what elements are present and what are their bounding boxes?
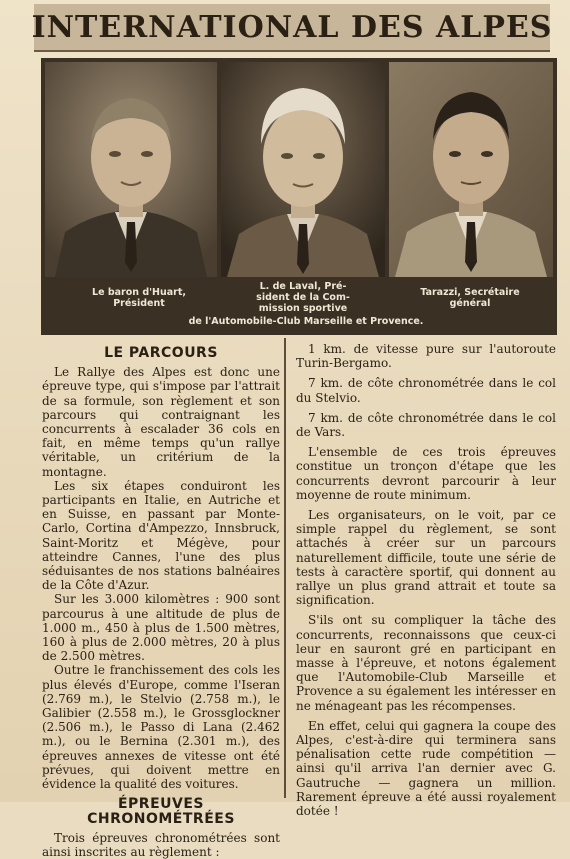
- paragraph: En effet, celui qui gagnera la coupe des Alpes, c'est-à-dire qui terminera sans pénalisation cette rude compétition — ainsi qu'il arriva l'an dernier avec G. Gautruche — gagnera un million. Rarement épreuve a été aussi royalement dotée !: [296, 718, 556, 819]
- heading-epreuves-chronometrees: ÉPREUVES CHRONOMÉTRÉES: [87, 796, 235, 827]
- caption-tarazzi: Tarazzi, Secrétaire général: [420, 287, 520, 309]
- portrait-panel: [41, 58, 557, 335]
- paragraph: 7 km. de côte chronométrée dans le col du Stelvio.: [296, 376, 556, 405]
- paragraph: S'ils ont su compliquer la tâche des concurrents, reconnaissons que ceux-ci leur en sauront gré en participant en masse à l'épreuve, et notons également que l'Automobile-Club Marseille et Provence a su également les intéresser en ne ménageant pas les récompenses.: [296, 613, 556, 713]
- caption-huart: Le baron d'Huart, Président: [92, 287, 186, 309]
- paragraph: Les six étapes conduiront les participants en Italie, en Autriche et en Suisse, en passant par Monte-Carlo, Cortina d'Ampezzo, Innsbruck, Saint-Moritz et Mégève, pour atteindre Cannes, l'une des plus séduisantes de nos stations balnéaires de la Côte d'Azur.: [42, 478, 280, 593]
- paragraph: Le Rallye des Alpes est donc une épreuve type, qui s'impose par l'attrait de sa formule, son règlement et son parcours qui contraignant les concurrents à escalader 36 cols en fait, en même temps qu'un rallye véritable, un critérium de la montagne.: [42, 365, 280, 479]
- portrait-huart: [45, 62, 217, 277]
- headline: INTERNATIONAL DES ALPES: [31, 9, 553, 45]
- paragraph: Les organisateurs, on le voit, par ce simple rappel du règlement, se sont attachés à créer sur un parcours naturellement difficile, toute une série de tests à caractère sportif, qui donnent au rallye un plus grand attrait et toute sa signification.: [296, 508, 556, 608]
- paragraph: Sur les 3.000 kilomètres : 900 sont parcourus à une altitude de plus de 1.000 m., 450 à plus de 1.500 mètres, 160 à plus de 2.000 mètres, 20 à plus de 2.500 mètres.: [42, 592, 280, 664]
- portrait-laval: [221, 62, 385, 277]
- paragraph: L'ensemble de ces trois épreuves constitue un tronçon d'étape que les concurrents devront parcourir à leur moyenne de route minimum.: [296, 445, 556, 502]
- paragraph: Outre le franchissement des cols les plus élevés d'Europe, comme l'Iseran (2.769 m.), le Stelvio (2.758 m.), le Galibier (2.558 m.), le Grossglockner (2.506 m.), le Passo di Lana (2.462 m.), ou le Bernina (2.301 m.), des épreuves annexes de vitesse ont été prévues, qui doivent mettre en évidence la qualité des voitures.: [42, 663, 280, 792]
- caption-club: de l'Automobile-Club Marseille et Provence.: [188, 316, 424, 327]
- caption-laval: L. de Laval, Pré- sident de la Com- mission sportive: [256, 281, 350, 314]
- headline-banner: [31, 4, 553, 52]
- left-column: [42, 342, 280, 859]
- paragraph: Trois épreuves chronométrées sont ainsi inscrites au règlement :: [42, 830, 280, 859]
- portrait-tarazzi: [389, 62, 553, 277]
- paragraph: 7 km. de côte chronométrée dans le col de Vars.: [296, 410, 556, 440]
- caption-bar: [41, 279, 557, 335]
- right-column: [296, 342, 556, 824]
- paragraph: 1 km. de vitesse pure sur l'autoroute Turin-Bergamo.: [296, 342, 556, 371]
- heading-le-parcours: LE PARCOURS: [104, 345, 218, 361]
- column-divider: [284, 338, 286, 798]
